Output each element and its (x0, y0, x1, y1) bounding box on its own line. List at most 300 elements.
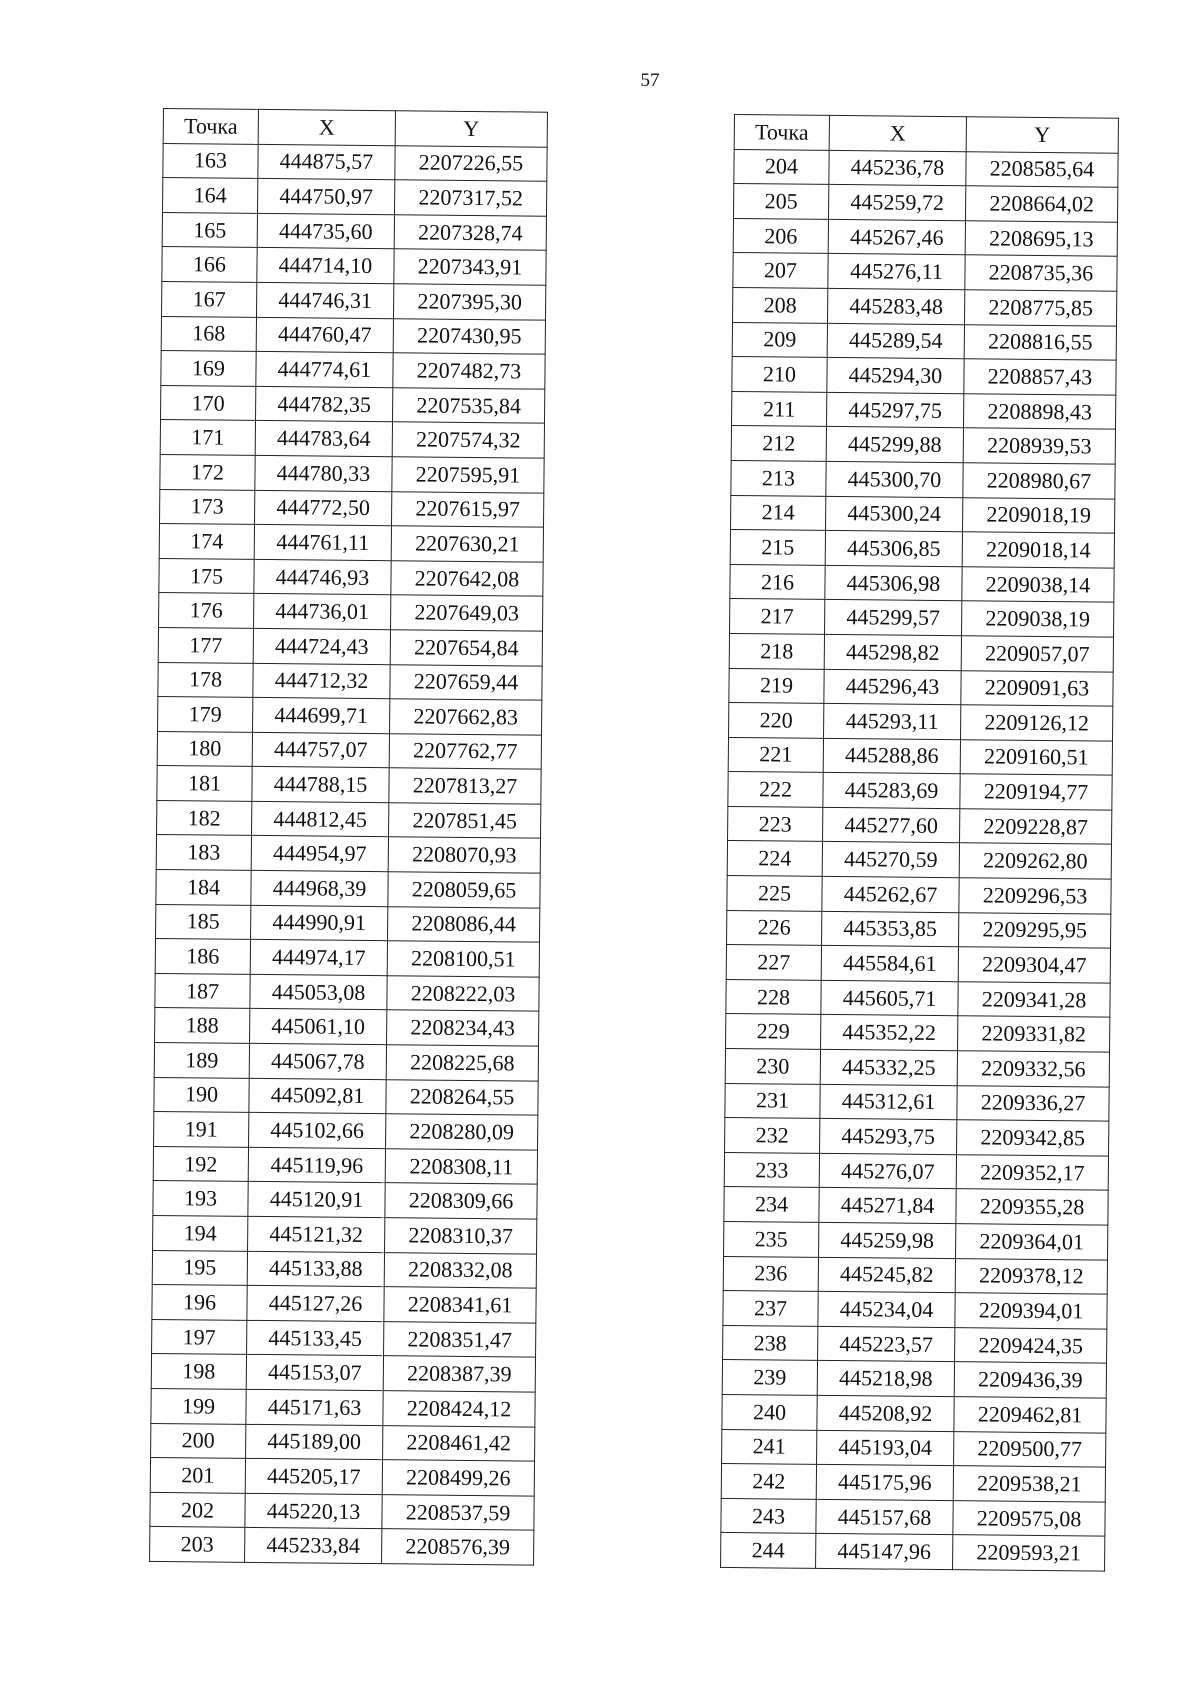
cell-point: 199 (151, 1388, 246, 1424)
cell-point: 214 (731, 495, 826, 531)
cell-x: 445133,88 (247, 1251, 384, 1287)
table-row (152, 1285, 536, 1323)
cell-x: 445133,45 (247, 1320, 384, 1356)
cell-y: 2209304,47 (958, 947, 1110, 983)
table-row (723, 1325, 1107, 1363)
cell-point: 240 (722, 1394, 817, 1430)
cell-y: 2208857,43 (964, 359, 1116, 395)
cell-y: 2207813,27 (389, 768, 541, 804)
cell-point: 206 (733, 218, 828, 254)
table-row (725, 1083, 1109, 1121)
table-row (158, 697, 542, 735)
table-row (155, 1008, 539, 1046)
table-row (727, 876, 1111, 914)
cell-point: 192 (153, 1146, 248, 1182)
cell-x: 444746,93 (254, 559, 391, 595)
cell-point: 184 (156, 870, 251, 906)
cell-point: 195 (152, 1250, 247, 1286)
cell-x: 444714,10 (257, 248, 394, 284)
cell-y: 2209126,12 (961, 705, 1113, 741)
table-row (157, 800, 541, 838)
cell-x: 445175,96 (816, 1465, 953, 1501)
table-row (731, 426, 1115, 464)
cell-y: 2209194,77 (960, 774, 1112, 810)
table-row (153, 1146, 537, 1184)
cell-x: 445277,60 (823, 807, 960, 843)
table-row (723, 1256, 1107, 1294)
table-row (730, 564, 1114, 602)
cell-point: 228 (726, 979, 821, 1015)
cell-y: 2207574,32 (392, 422, 544, 458)
cell-y: 2209331,82 (958, 1016, 1110, 1052)
cell-x: 445234,04 (818, 1292, 955, 1328)
header-y: Y (395, 111, 547, 147)
cell-point: 239 (722, 1360, 817, 1396)
cell-y: 2208576,39 (382, 1529, 534, 1565)
cell-y: 2208898,43 (963, 393, 1115, 429)
header-point: Точка (163, 109, 258, 145)
cell-x: 445220,13 (245, 1493, 382, 1529)
cell-x: 444757,07 (252, 732, 389, 768)
cell-x: 445189,00 (246, 1424, 383, 1460)
table-row (156, 835, 540, 873)
cell-y: 2209462,81 (954, 1397, 1106, 1433)
cell-x: 445053,08 (250, 974, 387, 1010)
cell-x: 445306,85 (825, 531, 962, 567)
cell-x: 445259,72 (828, 185, 965, 221)
cell-y: 2209038,14 (962, 566, 1114, 602)
cell-x: 445298,82 (824, 634, 961, 670)
table-row (151, 1423, 535, 1461)
table-row (724, 1152, 1108, 1190)
cell-y: 2209593,21 (953, 1535, 1105, 1571)
cell-x: 445127,26 (247, 1286, 384, 1322)
cell-point: 218 (729, 633, 824, 669)
cell-x: 445332,25 (820, 1049, 957, 1085)
table-row (728, 737, 1112, 775)
coordinates-table-right (720, 114, 1119, 1572)
cell-x: 445193,04 (817, 1430, 954, 1466)
cell-point: 182 (157, 800, 252, 836)
table-row (729, 633, 1113, 671)
cell-y: 2208585,64 (966, 151, 1118, 187)
table-row (162, 247, 546, 285)
cell-point: 181 (157, 766, 252, 802)
cell-point: 208 (733, 287, 828, 323)
table-row (161, 351, 545, 389)
cell-x: 445299,57 (825, 600, 962, 636)
cell-x: 445296,43 (824, 669, 961, 705)
cell-x: 445267,46 (828, 219, 965, 255)
cell-point: 229 (726, 1014, 821, 1050)
cell-x: 445157,68 (816, 1499, 953, 1535)
cell-point: 185 (156, 904, 251, 940)
table-row (163, 143, 547, 181)
cell-y: 2209018,19 (962, 497, 1114, 533)
cell-point: 180 (157, 731, 252, 767)
cell-x: 444761,11 (254, 525, 391, 561)
table-row (733, 287, 1117, 325)
cell-y: 2208309,66 (385, 1183, 537, 1219)
cell-x: 445259,98 (819, 1222, 956, 1258)
cell-x: 444974,17 (250, 940, 387, 976)
cell-point: 197 (152, 1319, 247, 1355)
cell-y: 2207595,91 (392, 457, 544, 493)
table-row (726, 979, 1110, 1017)
table-row (162, 212, 546, 250)
cell-x: 444990,91 (251, 905, 388, 941)
cell-x: 445300,70 (826, 461, 963, 497)
cell-y: 2209018,14 (962, 532, 1114, 568)
cell-point: 200 (151, 1423, 246, 1459)
cell-y: 2207642,08 (391, 560, 543, 596)
cell-point: 173 (160, 489, 255, 525)
cell-x: 445270,59 (822, 842, 959, 878)
table-row (151, 1354, 535, 1392)
cell-y: 2207430,95 (393, 318, 545, 354)
cell-y: 2208816,55 (964, 324, 1116, 360)
table-row (153, 1181, 537, 1219)
cell-x: 445584,61 (821, 946, 958, 982)
table-row (721, 1533, 1105, 1571)
cell-x: 445120,91 (248, 1182, 385, 1218)
cell-x: 445147,96 (816, 1534, 953, 1570)
table-row (152, 1250, 536, 1288)
table-row (155, 939, 539, 977)
table-row (159, 558, 543, 596)
table-row (160, 454, 544, 492)
cell-x: 444780,33 (255, 455, 392, 491)
cell-y: 2209424,35 (955, 1327, 1107, 1363)
cell-x: 444724,43 (253, 628, 390, 664)
cell-point: 238 (723, 1325, 818, 1361)
cell-point: 191 (154, 1112, 249, 1148)
table-row (728, 806, 1112, 844)
table-row (157, 766, 541, 804)
page-number: 57 (640, 70, 660, 91)
cell-y: 2207395,30 (393, 284, 545, 320)
cell-point: 211 (732, 391, 827, 427)
table-row (154, 1112, 538, 1150)
cell-x: 444968,39 (251, 870, 388, 906)
cell-point: 168 (161, 316, 256, 352)
cell-x: 445353,85 (822, 911, 959, 947)
cell-x: 445300,24 (826, 496, 963, 532)
cell-x: 445352,22 (821, 1015, 958, 1051)
cell-y: 2209394,01 (955, 1293, 1107, 1329)
cell-y: 2208424,12 (383, 1391, 535, 1427)
cell-x: 444760,47 (256, 317, 393, 353)
cell-y: 2208695,13 (965, 221, 1117, 257)
cell-point: 202 (150, 1492, 245, 1528)
cell-point: 187 (155, 973, 250, 1009)
table-row (161, 385, 545, 423)
cell-y: 2209364,01 (956, 1224, 1108, 1260)
cell-x: 445293,11 (824, 703, 961, 739)
table-row (724, 1187, 1108, 1225)
cell-x: 445061,10 (250, 1009, 387, 1045)
table-row (733, 218, 1117, 256)
cell-y: 2207535,84 (392, 387, 544, 423)
table-row (730, 599, 1114, 637)
cell-y: 2208341,61 (384, 1287, 536, 1323)
table-row (152, 1319, 536, 1357)
cell-x: 445092,81 (249, 1078, 386, 1114)
cell-x: 445223,57 (818, 1326, 955, 1362)
table-row (733, 184, 1117, 222)
cell-x: 444750,97 (257, 179, 394, 215)
cell-y: 2209295,95 (959, 912, 1111, 948)
header-x: X (258, 109, 395, 145)
cell-point: 198 (151, 1354, 246, 1390)
table-row (161, 316, 545, 354)
cell-y: 2208351,47 (384, 1321, 536, 1357)
cell-x: 444774,61 (256, 352, 393, 388)
cell-y: 2207328,74 (394, 215, 546, 251)
table-row (721, 1464, 1105, 1502)
table-row (159, 593, 543, 631)
cell-y: 2209538,21 (953, 1466, 1105, 1502)
table-row (155, 973, 539, 1011)
cell-point: 178 (158, 662, 253, 698)
cell-y: 2207317,52 (394, 180, 546, 216)
cell-y: 2208775,85 (964, 290, 1116, 326)
table-row (162, 281, 546, 319)
cell-y: 2208100,51 (387, 941, 539, 977)
cell-y: 2209296,53 (959, 878, 1111, 914)
cell-point: 207 (733, 253, 828, 289)
cell-point: 210 (732, 357, 827, 393)
cell-y: 2209436,39 (954, 1362, 1106, 1398)
cell-y: 2208537,59 (382, 1494, 534, 1530)
cell-point: 189 (154, 1042, 249, 1078)
cell-point: 165 (162, 212, 257, 248)
table-row (160, 489, 544, 527)
cell-point: 169 (161, 351, 256, 387)
table-row (725, 1118, 1109, 1156)
table-row (725, 1048, 1109, 1086)
table-row (153, 1215, 537, 1253)
cell-x: 445067,78 (249, 1043, 386, 1079)
table-row (732, 357, 1116, 395)
cell-point: 166 (162, 247, 257, 283)
table-row (732, 322, 1116, 360)
cell-y: 2207482,73 (393, 353, 545, 389)
cell-y: 2208499,26 (382, 1460, 534, 1496)
cell-x: 445245,82 (818, 1257, 955, 1293)
cell-y: 2207615,97 (391, 491, 543, 527)
cell-point: 225 (727, 876, 822, 912)
table-row (156, 870, 540, 908)
table-row (721, 1498, 1105, 1536)
table-header-row (734, 115, 1118, 153)
cell-x: 444954,97 (251, 836, 388, 872)
cell-point: 227 (726, 945, 821, 981)
cell-y: 2208086,44 (388, 906, 540, 942)
cell-point: 186 (155, 939, 250, 975)
cell-y: 2208939,53 (963, 428, 1115, 464)
cell-point: 177 (158, 627, 253, 663)
table-row (728, 772, 1112, 810)
cell-y: 2208332,08 (384, 1252, 536, 1288)
cell-y: 2208264,55 (386, 1079, 538, 1115)
cell-x: 445306,98 (825, 565, 962, 601)
cell-point: 223 (728, 806, 823, 842)
table-row (726, 945, 1110, 983)
cell-point: 235 (724, 1221, 819, 1257)
cell-point: 193 (153, 1181, 248, 1217)
cell-point: 164 (162, 178, 257, 214)
cell-x: 445262,67 (822, 876, 959, 912)
table-header-row (163, 109, 547, 147)
cell-y: 2209160,51 (960, 739, 1112, 775)
table-row (722, 1429, 1106, 1467)
table-row (732, 391, 1116, 429)
cell-point: 171 (160, 420, 255, 456)
cell-y: 2208225,68 (386, 1045, 538, 1081)
cell-y: 2208310,37 (385, 1218, 537, 1254)
cell-x: 445171,63 (246, 1389, 383, 1425)
cell-point: 205 (733, 184, 828, 220)
header-y: Y (966, 117, 1118, 153)
cell-y: 2209378,12 (955, 1258, 1107, 1294)
cell-y: 2208222,03 (387, 976, 539, 1012)
cell-point: 232 (725, 1118, 820, 1154)
cell-x: 444788,15 (252, 767, 389, 803)
cell-point: 194 (153, 1215, 248, 1251)
cell-x: 445205,17 (245, 1459, 382, 1495)
table-row (727, 910, 1111, 948)
table-row (150, 1527, 534, 1565)
table-row (154, 1077, 538, 1115)
cell-x: 445283,69 (823, 773, 960, 809)
cell-point: 196 (152, 1285, 247, 1321)
cell-x: 444735,60 (257, 213, 394, 249)
cell-point: 230 (725, 1048, 820, 1084)
table-row (731, 495, 1115, 533)
table-row (722, 1394, 1106, 1432)
cell-point: 237 (723, 1291, 818, 1327)
cell-point: 217 (730, 599, 825, 635)
cell-point: 203 (150, 1527, 245, 1563)
cell-x: 444875,57 (258, 144, 395, 180)
cell-y: 2209262,80 (959, 843, 1111, 879)
cell-y: 2209352,17 (956, 1154, 1108, 1190)
cell-point: 224 (727, 841, 822, 877)
header-point: Точка (734, 115, 829, 151)
table-row (151, 1388, 535, 1426)
cell-y: 2209057,07 (961, 636, 1113, 672)
header-x: X (829, 115, 966, 151)
cell-x: 444782,35 (256, 386, 393, 422)
cell-y: 2208735,36 (965, 255, 1117, 291)
cell-y: 2207762,77 (389, 733, 541, 769)
cell-point: 215 (730, 530, 825, 566)
cell-point: 221 (728, 737, 823, 773)
table-row (729, 668, 1113, 706)
cell-y: 2209228,87 (960, 809, 1112, 845)
table-row (162, 178, 546, 216)
table-row (150, 1458, 534, 1496)
cell-y: 2209336,27 (957, 1085, 1109, 1121)
cell-x: 445102,66 (249, 1113, 386, 1149)
table-row (734, 149, 1118, 187)
cell-point: 183 (156, 835, 251, 871)
table-row (733, 253, 1117, 291)
cell-x: 444812,45 (252, 801, 389, 837)
cell-point: 216 (730, 564, 825, 600)
table-row (731, 460, 1115, 498)
cell-x: 445153,07 (246, 1355, 383, 1391)
cell-x: 445121,32 (248, 1216, 385, 1252)
cell-y: 2208280,09 (386, 1114, 538, 1150)
cell-x: 445233,84 (245, 1528, 382, 1564)
cell-point: 236 (723, 1256, 818, 1292)
cell-x: 444746,31 (256, 282, 393, 318)
cell-x: 444783,64 (255, 421, 392, 457)
coordinates-table-left (149, 108, 548, 1566)
table-row (158, 662, 542, 700)
cell-y: 2209575,08 (953, 1500, 1105, 1536)
cell-y: 2209500,77 (954, 1431, 1106, 1467)
cell-point: 213 (731, 460, 826, 496)
table-row (723, 1291, 1107, 1329)
cell-y: 2209332,56 (957, 1051, 1109, 1087)
cell-y: 2209038,19 (962, 601, 1114, 637)
cell-point: 226 (727, 910, 822, 946)
cell-x: 445283,48 (827, 288, 964, 324)
cell-y: 2208980,67 (963, 463, 1115, 499)
cell-point: 241 (722, 1429, 817, 1465)
cell-x: 444712,32 (253, 663, 390, 699)
cell-point: 233 (724, 1152, 819, 1188)
cell-point: 242 (721, 1464, 816, 1500)
cell-point: 209 (732, 322, 827, 358)
cell-point: 204 (734, 149, 829, 185)
table-row (726, 1014, 1110, 1052)
cell-y: 2207662,83 (390, 699, 542, 735)
cell-x: 444699,71 (253, 697, 390, 733)
table-row (159, 524, 543, 562)
table-row (160, 420, 544, 458)
cell-y: 2207226,55 (395, 145, 547, 181)
cell-point: 220 (729, 703, 824, 739)
cell-point: 212 (731, 426, 826, 462)
cell-point: 201 (150, 1458, 245, 1494)
table-row (158, 627, 542, 665)
cell-x: 445312,61 (820, 1084, 957, 1120)
cell-x: 444736,01 (254, 594, 391, 630)
cell-point: 170 (161, 385, 256, 421)
cell-y: 2209342,85 (957, 1120, 1109, 1156)
cell-x: 445297,75 (827, 392, 964, 428)
table-row (724, 1221, 1108, 1259)
cell-y: 2208234,43 (387, 1010, 539, 1046)
table-row (156, 904, 540, 942)
cell-y: 2207630,21 (391, 526, 543, 562)
cell-point: 175 (159, 558, 254, 594)
cell-x: 445605,71 (821, 980, 958, 1016)
cell-x: 445276,11 (828, 254, 965, 290)
cell-point: 188 (155, 1008, 250, 1044)
cell-point: 243 (721, 1498, 816, 1534)
cell-y: 2209091,63 (961, 670, 1113, 706)
cell-y: 2208070,93 (388, 837, 540, 873)
cell-y: 2209341,28 (958, 982, 1110, 1018)
table-row (727, 841, 1111, 879)
cell-x: 445218,98 (817, 1361, 954, 1397)
cell-point: 231 (725, 1083, 820, 1119)
